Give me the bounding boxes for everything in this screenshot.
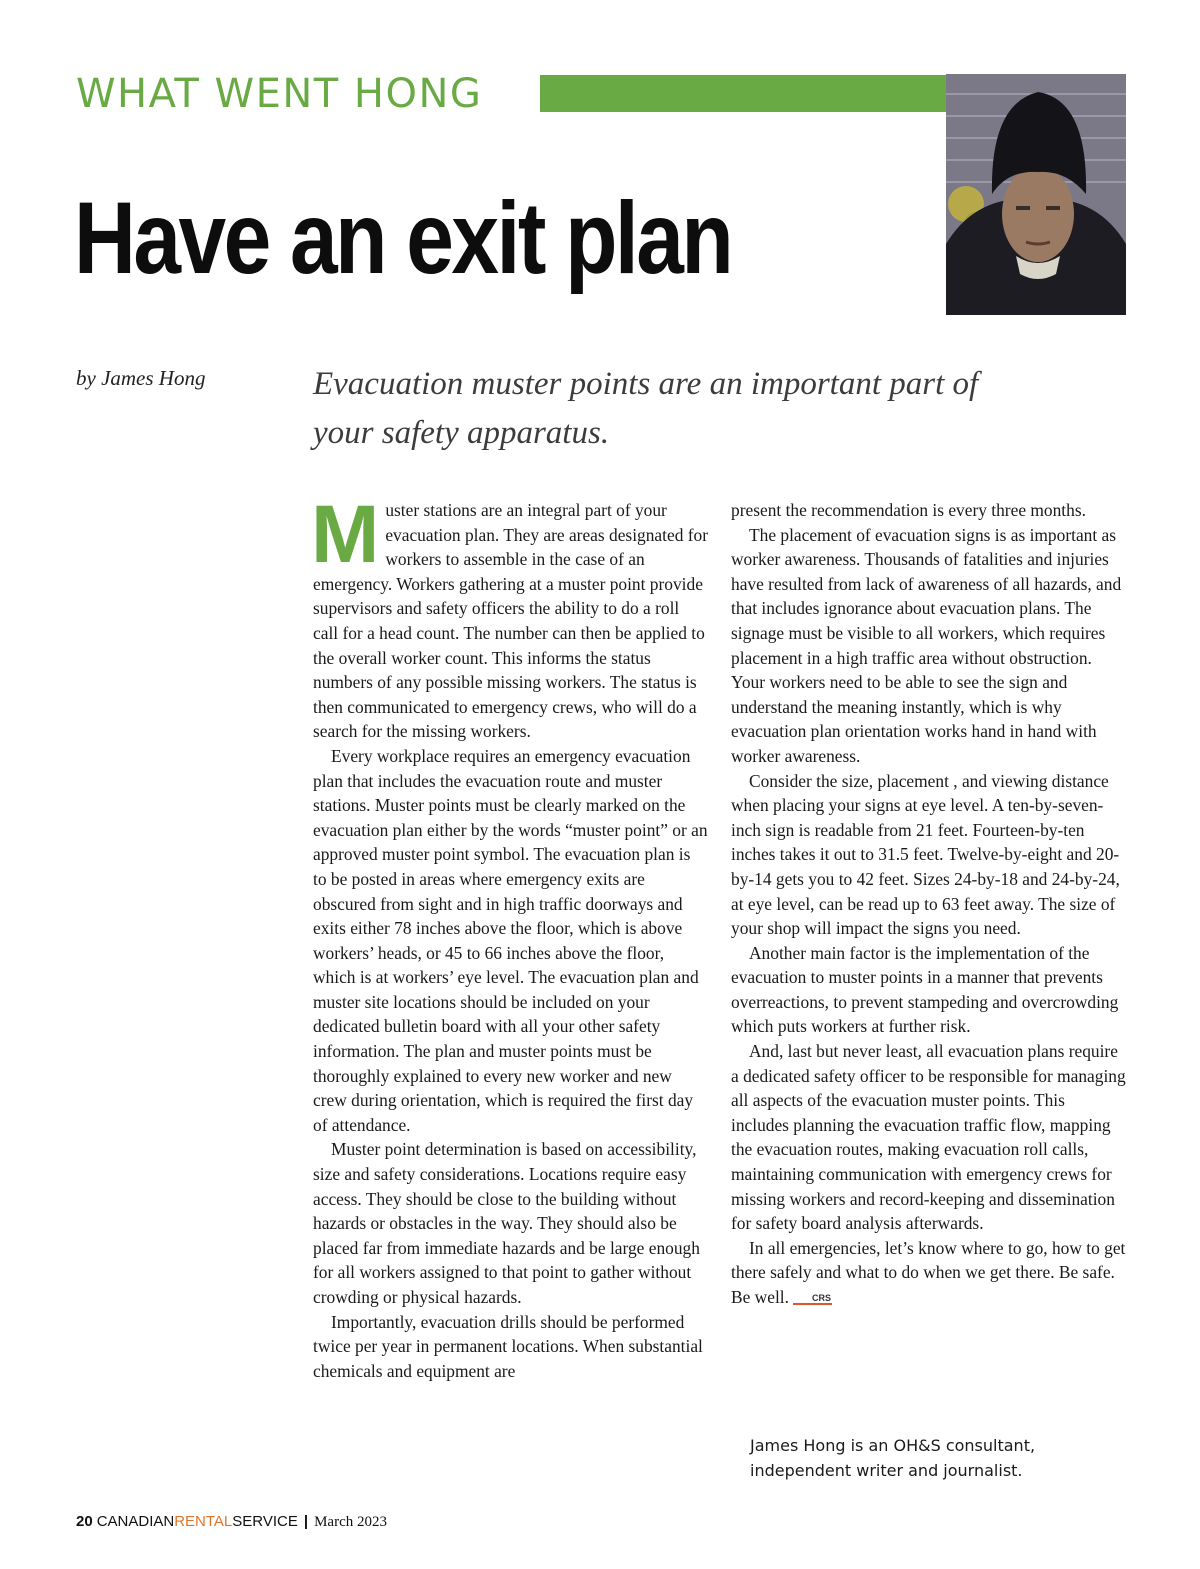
issue-date: March 2023 <box>314 1514 387 1530</box>
brand-name-part1: CANADIAN <box>96 1513 175 1530</box>
deck-subtitle: Evacuation muster points are an important part of your safety apparatus. <box>313 366 979 451</box>
drop-cap: M <box>311 489 380 580</box>
article-paragraph: Muster stations are an integral part of your evacuation plan. They are areas designated for workers to assemble in the case of an emergency. Workers gathering at a muster point provide supervisors and safety officers the ability to do a roll call for a head count. The number can then be applied to the overall worker count. This informs the status numbers of any possible missing workers. The status is then communicated to emergency crews, who will do a search for the missing workers. <box>311 489 709 742</box>
section-accent-bar <box>540 75 948 112</box>
page-footer <box>76 1512 387 1532</box>
footer-separator: | <box>303 1513 309 1530</box>
byline: by James Hong <box>76 366 206 390</box>
article-paragraph: Every workplace requires an emergency evacuation plan that includes the evacuation route and muster stations. Muster points must be clearly marked on the evacuation plan either by the words “muster point” or an approved muster point symbol. The evacuation plan is to be posted in areas where emergency exits are obscured from sight and in high traffic doorways and exits either 78 inches above the floor, which is above workers’ heads, or 45 to 66 inches above the floor, which is at workers’ eye level. The evacuation plan and muster site locations should be included on your dedicated bulletin board with all your other safety information. The plan and muster points must be thoroughly explained to every new worker and new crew during orientation, which is required the first day of attendance. <box>313 745 708 1135</box>
end-mark-icon: CRS <box>793 1293 832 1305</box>
author-bio: James Hong is an OH&S consultant, independent writer and journalist. <box>750 1436 1036 1480</box>
article-paragraph: Importantly, evacuation drills should be performed twice per year in permanent locations. When substantial chemicals and equipment are <box>313 1311 703 1381</box>
article-paragraph: present the recommendation is every three months. <box>731 500 1086 520</box>
article-column-left <box>311 489 709 1383</box>
article-headline: Have an exit plan <box>74 181 732 295</box>
page-number: 20 <box>76 1513 93 1530</box>
brand-name-part2: RENTAL <box>174 1513 233 1530</box>
article-paragraph: Consider the size, placement , and viewing distance when placing your signs at eye level. A ten-by-seven-inch sign is readable from 21 feet. Fourteen-by-ten inches takes it out to 31.5 feet. Twelve-by-eight and 20-by-14 gets you to 42 feet. Sizes 24-by-18 and 24-by-24, at eye level, can be read up to 63 feet away. The size of your shop will impact the signs you need. <box>731 770 1120 939</box>
brand-name-part3: SERVICE <box>232 1513 298 1530</box>
article-paragraph: The placement of evacuation signs is as important as worker awareness. Thousands of fatalities and injuries have resulted from lack of awareness of all hazards, and that includes ignorance about evacuation plans. The signage must be visible to all workers, which requires placement in a high traffic area without obstruction. Your workers need to be able to see the sign and understand the meaning instantly, which is why evacuation plan orientation works hand in hand with worker awareness. <box>731 524 1122 766</box>
article-paragraph: Another main factor is the implementation of the evacuation to muster points in a manner that prevents overreactions, to prevent stampeding and overcrowding which puts workers at further risk. <box>731 942 1119 1037</box>
author-photo <box>946 74 1126 315</box>
article-paragraph: Muster point determination is based on accessibility, size and safety considerations. Locations require easy access. They should be close to the building without hazards or obstacles in the way. They should also be placed far from immediate hazards and be large enough for all workers assigned to that point to gather without crowding or physical hazards. <box>313 1139 700 1307</box>
article-paragraph: In all emergencies, let’s know where to go, how to get there safely and what to do when we get there. Be safe. Be well. CRS <box>731 1237 1126 1307</box>
section-label: WHAT WENT HONG <box>76 71 483 117</box>
article-column-right <box>731 498 1126 1310</box>
article-paragraph: And, last but never least, all evacuation plans require a dedicated safety officer to be responsible for managing all aspects of the evacuation muster points. This includes planning the evacuation traffic flow, mapping the evacuation routes, making evacuation roll calls, maintaining communication with emergency crews for missing workers and record-keeping and dissemination for safety board analysis afterwards. <box>731 1041 1126 1234</box>
